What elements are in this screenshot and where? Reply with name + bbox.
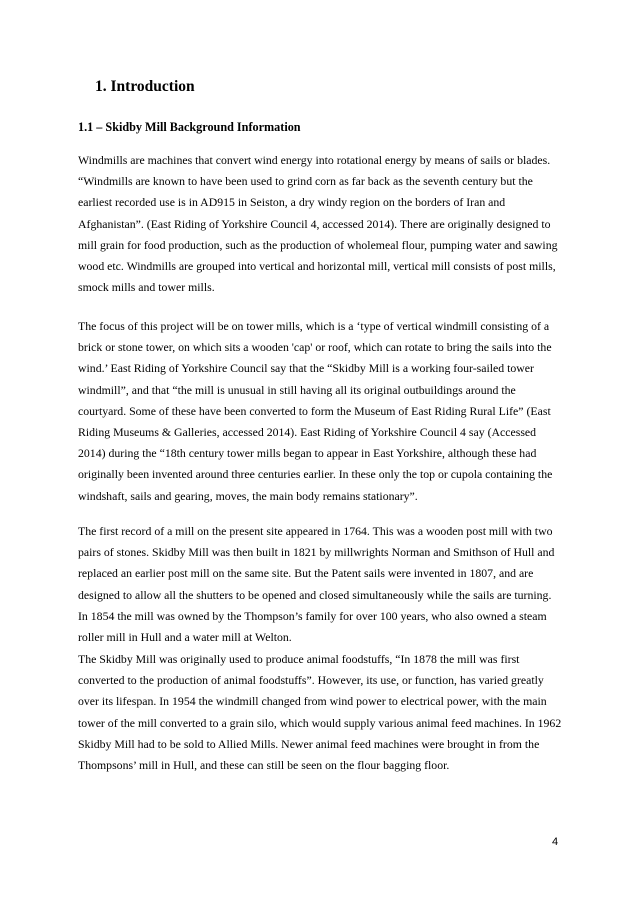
text-line: earliest recorded use is in AD915 in Seiston, a dry windy region on the borders of Iran and <box>78 195 506 210</box>
text-line: “Windmills are known to have been used to grind corn as far back as the seventh century but the <box>78 174 533 189</box>
text-line: replaced an earlier post mill on the same site. But the Patent sails were invented in 1807, and are <box>78 566 534 581</box>
text-line: The focus of this project will be on tower mills, which is a ‘type of vertical windmill consisting of a <box>78 319 550 333</box>
text-line: wind.’ East Riding of Yorkshire Council say that the “Skidby Mill is a working four-sailed tower <box>78 361 534 376</box>
text-line: Windmills are machines that convert wind energy into rotational energy by means of sails or blades. <box>78 153 551 167</box>
text-line: The Skidby Mill was originally used to produce animal foodstuffs, “In 1878 the mill was first <box>78 652 520 666</box>
text-line: In 1854 the mill was owned by the Thompson’s family for over 100 years, who also owned a steam <box>78 608 547 623</box>
text-line: brick or stone tower, on which sits a wooden 'cap' or roof, which can rotate to bring the sails into the <box>78 340 552 355</box>
text-line: tower of the mill converted to a grain silo, which would supply various animal feed machines. In 1962 <box>78 715 562 730</box>
text-line: Skidby Mill had to be sold to Allied Mills. Newer animal feed machines were brought in from the <box>78 736 540 751</box>
page-number: 4 <box>552 836 559 848</box>
text-line: The first record of a mill on the present site appeared in 1764. This was a wooden post mill with two <box>78 524 553 538</box>
paragraph-first-record <box>78 521 564 648</box>
text-line: smock mills and tower mills. <box>78 280 215 295</box>
text-line: wood etc. Windmills are grouped into vertical and horizontal mill, vertical mill consists of post mills, <box>78 258 556 273</box>
text-line: courtyard. Some of these have been converted to form the Museum of East Riding Rural Life” (East <box>78 403 551 418</box>
paragraph-windmills <box>78 150 564 298</box>
text-line: originally been invented around three centuries earlier. In these only the top or cupola containing the <box>78 467 553 482</box>
section-heading: 1. Introduction <box>95 78 195 95</box>
text-line: 2014) during the “18th century tower mills began to appear in East Yorkshire, although these had <box>78 446 537 461</box>
text-line: Thompsons’ mill in Hull, and these can still be seen on the flour bagging floor. <box>78 757 450 772</box>
text-line: Riding Museums & Galleries, accessed 2014). East Riding of Yorkshire Council 4 say (Accessed <box>78 424 537 439</box>
text-line: converted to the production of animal foodstuffs”. However, its use, or function, has varied greatly <box>78 673 544 688</box>
subsection-heading: 1.1 – Skidby Mill Background Information <box>78 120 301 134</box>
text-line: windshaft, sails and gearing, moves, the main body remains stationary”. <box>78 488 418 503</box>
text-line: pairs of stones. Skidby Mill was then built in 1821 by millwrights Norman and Smithson of Hull and <box>78 545 555 560</box>
text-line: windmill”, and that “the mill is unusual in still having all its original outbuildings around the <box>78 382 516 397</box>
text-line: designed to allow all the shutters to be opened and closed simultaneously while the sails are turning. <box>78 587 552 602</box>
text-line: roller mill in Hull and a water mill at Welton. <box>78 629 292 644</box>
paragraph-animal-foodstuffs <box>78 649 564 776</box>
text-line: mill grain for food production, such as the production of wholemeal flour, pumping water and sawing <box>78 237 558 252</box>
text-line: Afghanistan”. (East Riding of Yorkshire Council 4, accessed 2014). There are originally designed to <box>78 216 551 231</box>
text-line: over its lifespan. In 1954 the windmill changed from wind power to electrical power, with the main <box>78 694 547 709</box>
paragraph-tower-mills <box>78 316 564 507</box>
